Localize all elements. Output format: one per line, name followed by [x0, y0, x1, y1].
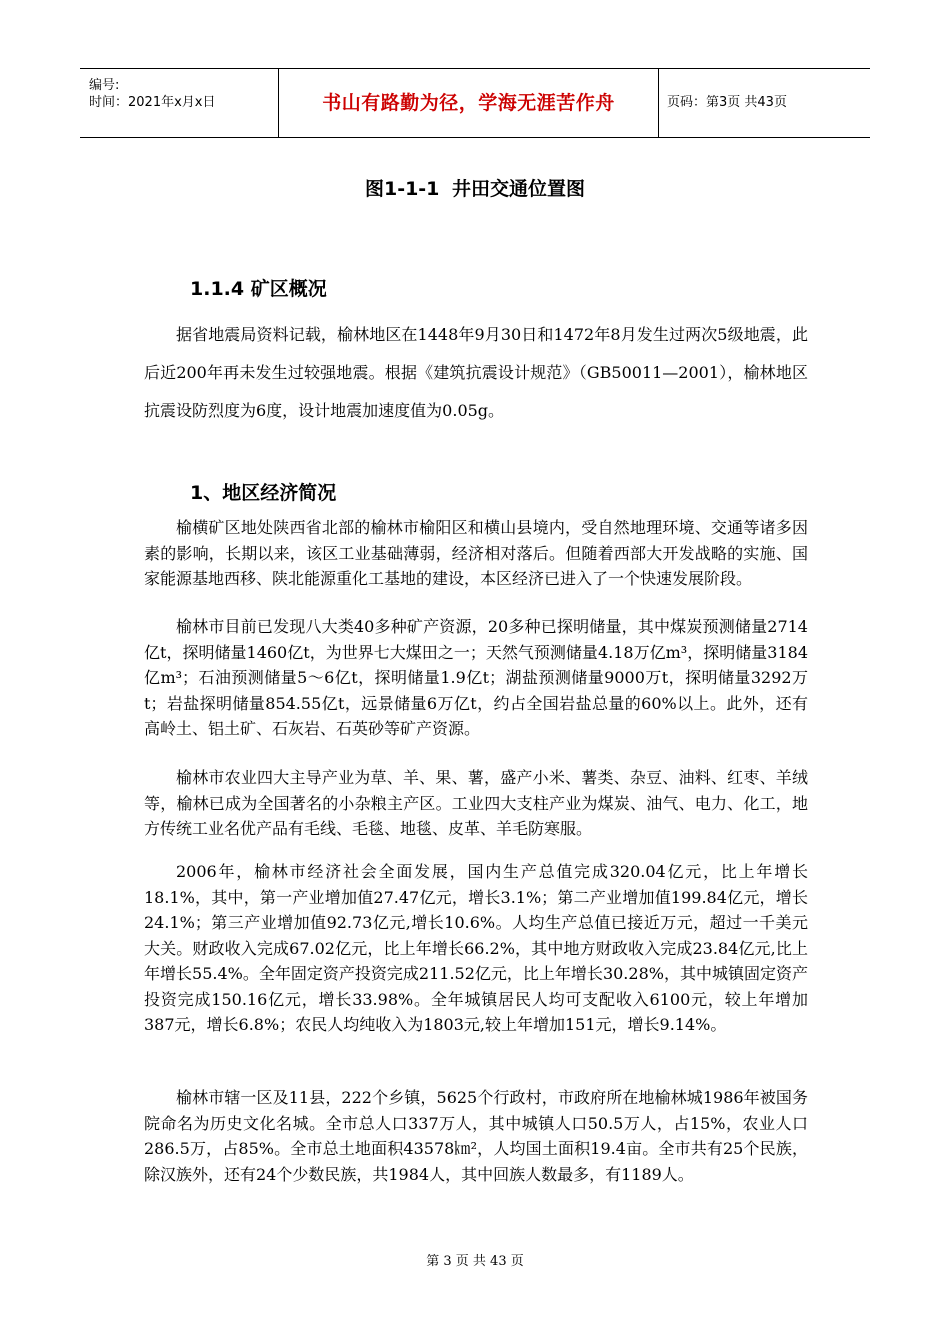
paragraph-industry: 榆林市农业四大主导产业为草、羊、果、薯，盛产小米、薯类、杂豆、油料、红枣、羊绒等，榆林已成为全国著名的小杂粮主产区。工业四大支柱产业为煤炭、油气、电力、化工，地方传统工业名优产品有毛线、毛毯、地毯、皮革、羊毛防寒服。 [144, 768, 808, 838]
section-heading-economy: 1、地区经济简况 [190, 482, 337, 504]
paragraph-location: 榆横矿区地处陕西省北部的榆林市榆阳区和横山县境内，受自然地理环境、交通等诸多因素的影响，长期以来，该区工业基础薄弱，经济相对落后。但随着西部大开发战略的实施、国家能源基地西移、陕北能源重化工基地的建设，本区经济已进入了一个快速发展阶段。 [144, 518, 808, 588]
figure-caption: 图1-1-1 井田交通位置图 [364, 178, 586, 200]
paragraph-economy-2006: 2006年，榆林市经济社会全面发展，国内生产总值完成320.04亿元，比上年增长18.1%，其中，第一产业增加值27.47亿元，增长3.1%；第二产业增加值199.84亿元，增长24.1%；第三产业增加值92.73亿元,增长10.6%。人均生产总值已接近万元，超过一千美元大关。财政收入完成67.02亿元，比上年增长66.2%，其中地方财政收入完成23.84亿元,比上年增长55.4%。全年固定资产投资完成211.52亿元，比上年增长30.28%，其中城镇固定资产投资完成150.16亿元，增长33.98%。全年城镇居民人均可支配收入6100元，较上年增加387元，增长6.8%；农民人均纯收入为1803元,较上年增加151元，增长9.14%。 [144, 862, 808, 1034]
document-time-label: 时间：2021年x月x日 [89, 95, 216, 110]
header-slogan: 书山有路勤为径，学海无涯苦作舟 [279, 69, 659, 137]
page-header [80, 68, 870, 138]
paragraph-earthquake: 据省地震局资料记载，榆林地区在1448年9月30日和1472年8月发生过两次5级地震，此后近200年再未发生过较强地震。根据《建筑抗震设计规范》（GB50011—2001），榆林地区抗震设防烈度为6度，设计地震加速度值为0.05g。 [144, 325, 808, 420]
page-footer: 第 3 页 共 43 页 [426, 1254, 524, 1269]
section-heading-mining-area: 1.1.4 矿区概况 [190, 278, 327, 300]
header-page-info: 页码：第3页 共43页 [667, 95, 787, 110]
document-number-label: 编号: [89, 78, 120, 93]
paragraph-population: 榆林市辖一区及11县，222个乡镇，5625个行政村，市政府所在地榆林城1986年被国务院命名为历史文化名城。全市总人口337万人，其中城镇人口50.5万人，占15%，农业人口286.5万，占85%。全市总土地面积43578㎞²，人均国土面积19.4亩。全市共有25个民族，除汉族外，还有24个少数民族，共1984人，其中回族人数最多，有1189人。 [144, 1088, 808, 1184]
header-meta [80, 69, 279, 137]
paragraph-mineral-resources: 榆林市目前已发现八大类40多种矿产资源，20多种已探明储量，其中煤炭预测储量2714亿t，探明储量1460亿t，为世界七大煤田之一；天然气预测储量4.18万亿m³，探明储量3184亿m³；石油预测储量5～6亿t，探明储量1.9亿t；湖盐预测储量9000万t，探明储量3292万t；岩盐探明储量854.55亿t，远景储量6万亿t，约占全国岩盐总量的60%以上。此外，还有高岭土、铝土矿、石灰岩、石英砂等矿产资源。 [144, 617, 808, 738]
